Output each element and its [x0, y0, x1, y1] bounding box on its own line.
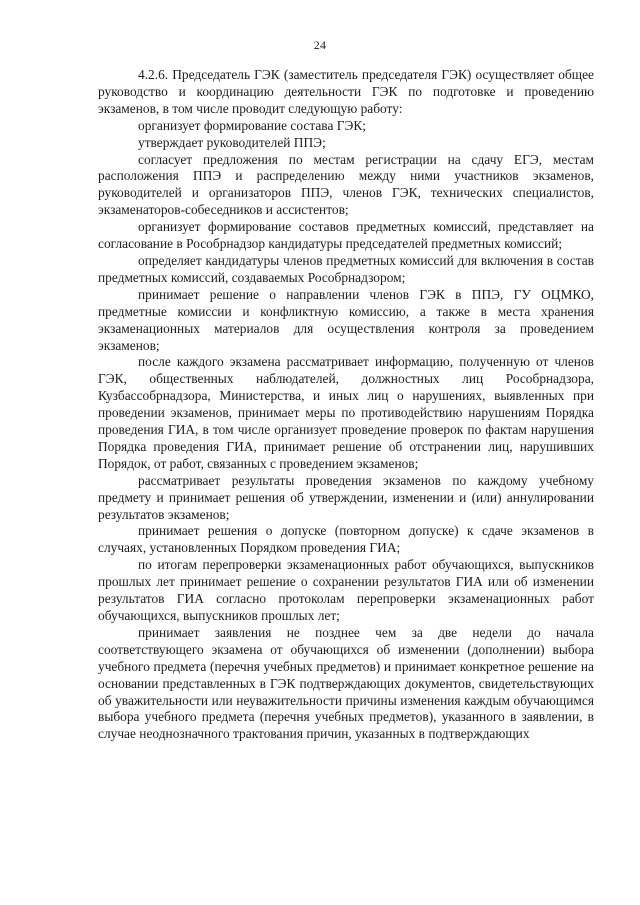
paragraph-4-2-6: 4.2.6. Председатель ГЭК (заместитель председателя ГЭК) осуществляет общее руководство и координацию деятельности ГЭК по подготовке и проведению экзаменов, в том числе проводит следующую работу: — [98, 67, 594, 116]
paragraph-item: организует формирование составов предметных комиссий, представляет на согласование в Рособрнадзор кандидатуры председателей предметных комиссий; — [98, 219, 594, 252]
paragraph-item: принимает решение о направлении членов ГЭК в ППЭ, ГУ ОЦМКО, предметные комиссии и конфликтную комиссию, а также в места хранения экзаменационных материалов для осуществления контроля за проведением экзаменов; — [98, 286, 594, 353]
paragraph-item: принимает заявления не позднее чем за две недели до начала соответствующего экзамена от обучающихся об изменении (дополнении) выбора учебного предмета (перечня учебных предметов) и принимает конкретное решение на основании представленных в ГЭК подтверждающих документов, свидетельствующих об уважительности или неуважительности причины изменения каждым обучающимся выбора учебного предмета (перечня учебных предметов), указанного в заявлении, в случае неоднозначного трактования причин, указанных в подтверждающих — [98, 624, 594, 742]
paragraph-item: организует формирование состава ГЭК; — [138, 117, 366, 133]
paragraph-item: рассматривает результаты проведения экзаменов по каждому учебному предмету и принимает решения об утверждении, изменении и (или) аннулировании результатов экзаменов; — [98, 472, 594, 522]
paragraph-item: после каждого экзамена рассматривает информацию, полученную от членов ГЭК, общественных наблюдателей, должностных лиц Рособрнадзора, Кузбассобрнадзора, Министерства, и иных лиц о нарушениях, выявленных при проведении экзаменов, принимает меры по противодействию нарушениям Порядка проведения ГИА, в том числе организует проведение проверок по фактам нарушения Порядка проведения ГИА, принимает решение об отстранении лиц, нарушивших Порядок, от работ, связанных с проведением экзаменов; — [98, 354, 594, 471]
document-body — [98, 67, 594, 743]
paragraph-item: согласует предложения по местам регистрации на сдачу ЕГЭ, местам расположения ППЭ и распределению между ними участников экзаменов, руководителей и организаторов ППЭ, членов ГЭК, технических специалистов, экзаменаторов-собеседников и ассистентов; — [98, 151, 594, 218]
paragraph-item: утверждает руководителей ППЭ; — [138, 134, 326, 150]
paragraph-item: определяет кандидатуры членов предметных комиссий для включения в состав предметных комиссий, создаваемых Рособрнадзором; — [98, 252, 594, 285]
paragraph-item: принимает решения о допуске (повторном допуске) к сдаче экзаменов в случаях, установленных Порядком проведения ГИА; — [98, 523, 594, 556]
paragraph-item: по итогам перепроверки экзаменационных работ обучающихся, выпускников прошлых лет принимает решение о сохранении результатов ГИА или об изменении результатов ГИА согласно протоколам перепроверки экзаменационных работ обучающихся, выпускников прошлых лет; — [98, 557, 594, 623]
page-number: 24 — [313, 38, 327, 52]
